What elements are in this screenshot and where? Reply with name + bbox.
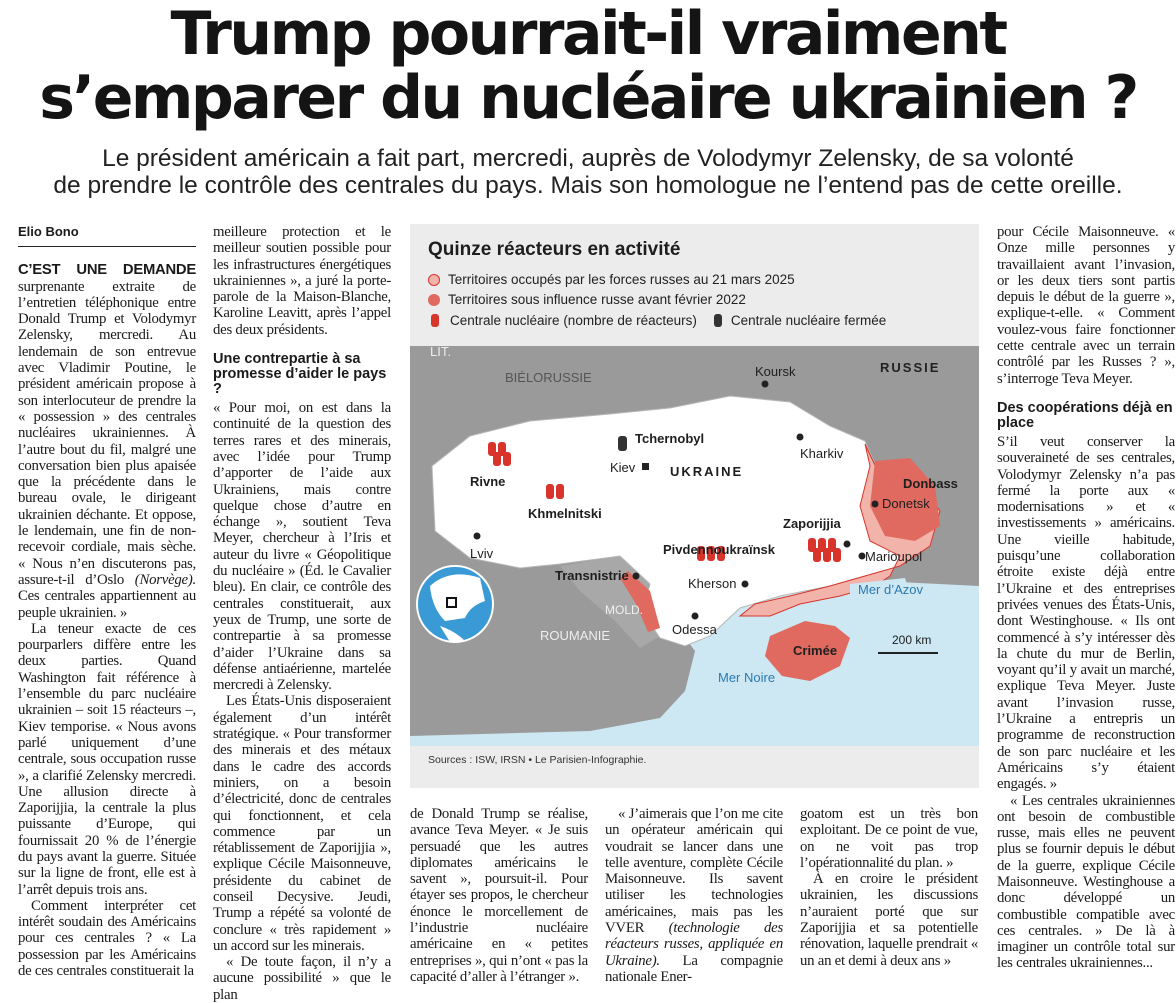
article-column-2	[213, 224, 391, 1003]
legend-swatch-influence	[428, 294, 440, 306]
paragraph: La teneur exacte de ces pourparlers diffère entre les deux parties. Quand Washington fait référence à l’ensemble du parc nucléaire ukrainien – soit 15 réacteurs –, Kiev temporise. « Nous avons parlé uniquement d’une centrale, sous occupation russe », a clarifié Zelensky mercredi. Une allusion directe à Zaporijjia, la centrale la plus puissante d’Europe, qui fournissait 20 % de l’énergie du pays avant la guerre. Située sur la ligne de front, elle est à l’arrêt depuis trois ans.	[18, 620, 196, 898]
city-dot	[762, 381, 769, 388]
headline-line-1: Trump pourrait-il vraiment	[170, 0, 1006, 69]
paragraph: À en croire le président ukrainien, les discussions n’auraient porté que sur Zaporijjia et sa potentielle rénovation, laquelle prendrait « un an et demi à deux ans »	[800, 871, 978, 969]
article-column-3	[410, 806, 588, 985]
lead-in: C’EST UNE DEMANDE	[18, 262, 196, 279]
article-column-5	[800, 806, 978, 969]
label-roumanie: ROUMANIE	[540, 628, 611, 643]
paragraph: « J’aimerais que l’on me cite un opérateur américain qui voudrait se lancer dans une telle aventure, complète Cécile Maisonneuve. Ils savent utiliser les technologies américaines, mais pas les VVER (technologie des réacteurs russes, appliquée en Ukraine). La compagnie nationale Ener-	[605, 806, 783, 985]
map-infographic	[410, 224, 979, 788]
city-dot	[474, 533, 481, 540]
paragraph: Comment interpréter cet intérêt soudain des Américains pour ces centrales ? « La possession par les Américains de ces centrales constituerait la	[18, 897, 196, 980]
paragraph: C’EST UNE DEMANDE surprenante extraite de l’entretien téléphonique entre Donald Trump et Volodymyr Zelensky, mercredi. Au lendemain de son entrevue avec Vladimir Poutine, le président américain propose à son interlocuteur de prendre la « possession » des centrales nucléaires ukrainiennes. À l’autre bout du fil, malgré une conversation bien plus apaisée que la précédente dans le bureau ovale, le dirigeant ukrainien déchante. Et oppose, le lendemain, une fin de non-recevoir cordiale, mais sèche. « Nous n’en discuterons pas, assure-t-il d’Oslo (Norvège). Ces centrales appartiennent au peuple ukrainien. »	[18, 262, 196, 621]
paragraph: goatom est un très bon exploitant. De ce point de vue, on ne voit pas trop l’opérationnalité du plan. »	[800, 806, 978, 871]
legend-plants: Centrale nucléaire (nombre de réacteurs) Centrale nucléaire fermée	[428, 312, 886, 328]
reactor-icon	[428, 312, 442, 328]
label-pivdenno: Pivdennoukraïnsk	[663, 542, 775, 557]
label-khmelnitski: Khmelnitski	[528, 506, 602, 521]
city-dot	[633, 573, 640, 580]
label-tchernobyl: Tchernobyl	[635, 431, 705, 446]
label-donetsk: Donetsk	[882, 496, 930, 511]
headline	[0, 0, 1176, 133]
paragraph: S’il veut conserver la souveraineté de ses centrales, Volodymyr Zelensky n’a pas fermé la porte aux « modernisations » et « investissements » américains. Une vieille habitude, puisqu’une collaboration étroite existe déjà entre l’Ukraine et des entreprises privées venues des États-Unis, dont Westinghouse. « Ils ont commencé à s’y intéresser dès la chute du mur de Berlin, voyant qu’il y avait un marché, explique Teva Meyer. Juste avant l’invasion russe, l’Ukraine a entrepris un programme de reconstruction de son parc nucléaire et les Américains s’y étaient engagés. »	[997, 433, 1175, 793]
label-kiev: Kiev	[610, 460, 636, 475]
paragraph: pour Cécile Maisonneuve. « Onze mille personnes y travaillaient avant l’invasion, or les deux tiers sont partis depuis le début de la guerre », explique-t-elle. « Comment voulez-vous faire fonctionner cette centrale avec un terrain contrôlé par les Russes ? », s’interroge Teva Meyer.	[997, 224, 1175, 387]
label-marioupol: Marioupol	[865, 549, 923, 564]
label-bielorussie: BIÉLORUSSIE	[505, 370, 592, 385]
label-ukraine: UKRAINE	[670, 464, 744, 479]
label-zaporijjia: Zaporijjia	[783, 516, 841, 531]
label-crimee: Crimée	[793, 643, 838, 658]
label-kharkiv: Kharkiv	[800, 446, 844, 461]
paragraph: meilleure protection et le meilleur soutien possible pour les infrastructures énergétiques ukrainiennes », a juré la porte-parole de la Maison-Blanche, Karoline Leavitt, après l’appel des deux présidents.	[213, 224, 391, 338]
paragraph: « De toute façon, il n’y a aucune possibilité » que le plan	[213, 954, 391, 1003]
label-mer-azov: Mer d’Azov	[858, 582, 924, 597]
legend-occupied: Territoires occupés par les forces russes au 21 mars 2025	[428, 272, 795, 287]
legend-swatch-occupied	[428, 274, 440, 286]
standfirst-line-2: de prendre le contrôle des centrales du pays. Mais son homologue ne l’entend pas de cette oreille.	[53, 172, 1123, 199]
label-mer-noire: Mer Noire	[718, 670, 776, 685]
label-russie: RUSSIE	[880, 360, 941, 375]
label-moldavie: MOLD.	[605, 603, 644, 617]
closed-plant-tchernobyl	[618, 436, 627, 451]
article-column-1	[18, 224, 196, 979]
label-transnistrie: Transnistrie	[555, 568, 629, 583]
city-dot	[692, 613, 699, 620]
label-rivne: Rivne	[470, 474, 506, 489]
paragraph: Les États-Unis disposeraient également d’un intérêt stratégique. « Pour transformer des minerais et des métaux dans le cadre des accords miniers, on a besoin d’électricité, donc de centrales qui fonctionnent, et cela commence par un rétablissement de Zaporijjia », explique Cécile Maisonneuve, présidente du cabinet de conseil Decysive. Jeudi, Trump a répété sa volonté de conclure « très rapidement » un accord sur les minerais.	[213, 693, 391, 954]
map-sources: Sources : ISW, IRSN • Le Parisien-Infographie.	[428, 754, 647, 766]
scale-label: 200 km	[892, 633, 932, 647]
headline-line-2: s’emparer du nucléaire ukrainien ?	[39, 63, 1137, 133]
subheading: Une contrepartie à sa promesse d’aider le pays ?	[213, 351, 387, 398]
city-dot	[844, 541, 851, 548]
ukraine-map	[410, 346, 979, 746]
closed-plant-icon	[711, 312, 725, 328]
legend-influence: Territoires sous influence russe avant février 2022	[428, 292, 746, 307]
standfirst	[0, 145, 1176, 199]
label-lit: LIT.	[430, 346, 451, 359]
article-column-4	[605, 806, 783, 985]
subheading: Des coopérations déjà en place	[997, 399, 1173, 431]
paragraph: « Les centrales ukrainiennes ont besoin de combustible russe, mais elles ne peuvent plus se fournir depuis le début de la guerre, explique Cécile Maisonneuve. Westinghouse a donc développé un combustible compatible avec ces centrales. » De là à imaginer un contrôle total sur les centrales ukrainiennes...	[997, 792, 1175, 972]
paragraph: de Donald Trump se réalise, avance Teva Meyer. « Je suis persuadé que les autres diplomates américains le savent », poursuit-il. Pour étayer ses propos, le chercheur énonce le morcellement de l’industrie nucléaire américaine en « petites entreprises », qui n’ont « pas la capacité d’aller à l’étranger ».	[410, 806, 588, 985]
label-kherson: Kherson	[688, 576, 737, 591]
standfirst-line-1: Le président américain a fait part, mercredi, auprès de Volodymyr Zelensky, de sa volonté	[102, 145, 1074, 172]
capital-marker	[642, 463, 649, 470]
city-dot	[797, 434, 804, 441]
byline: Elio Bono	[18, 224, 196, 247]
locator-globe	[417, 566, 493, 642]
label-lviv: Lviv	[470, 546, 494, 561]
label-donbass: Donbass	[903, 476, 958, 491]
city-dot	[742, 581, 749, 588]
paragraph: « Pour moi, on est dans la continuité de la question des terres rares et des minerais, avec l’idée pour Trump d’apporter de l’aide aux Ukrainiens, mais contre quelque chose d’autre en échange », soutient Teva Meyer, chercheur à l’Iris et auteur du livre « Géopolitique du nucléaire » (Éd. le Cavalier bleu). En clair, ce contrôle des centrales constituerait, aux yeux de Trump, une sorte de contrepartie à sa promesse d’aider l’Ukraine dans sa défense antiaérienne, martelée mercredi à Zelensky.	[213, 400, 392, 694]
map-title: Quinze réacteurs en activité	[428, 239, 681, 260]
label-koursk: Koursk	[755, 364, 796, 379]
city-dot	[872, 501, 879, 508]
article-column-6	[997, 224, 1175, 972]
label-odessa: Odessa	[672, 622, 717, 637]
